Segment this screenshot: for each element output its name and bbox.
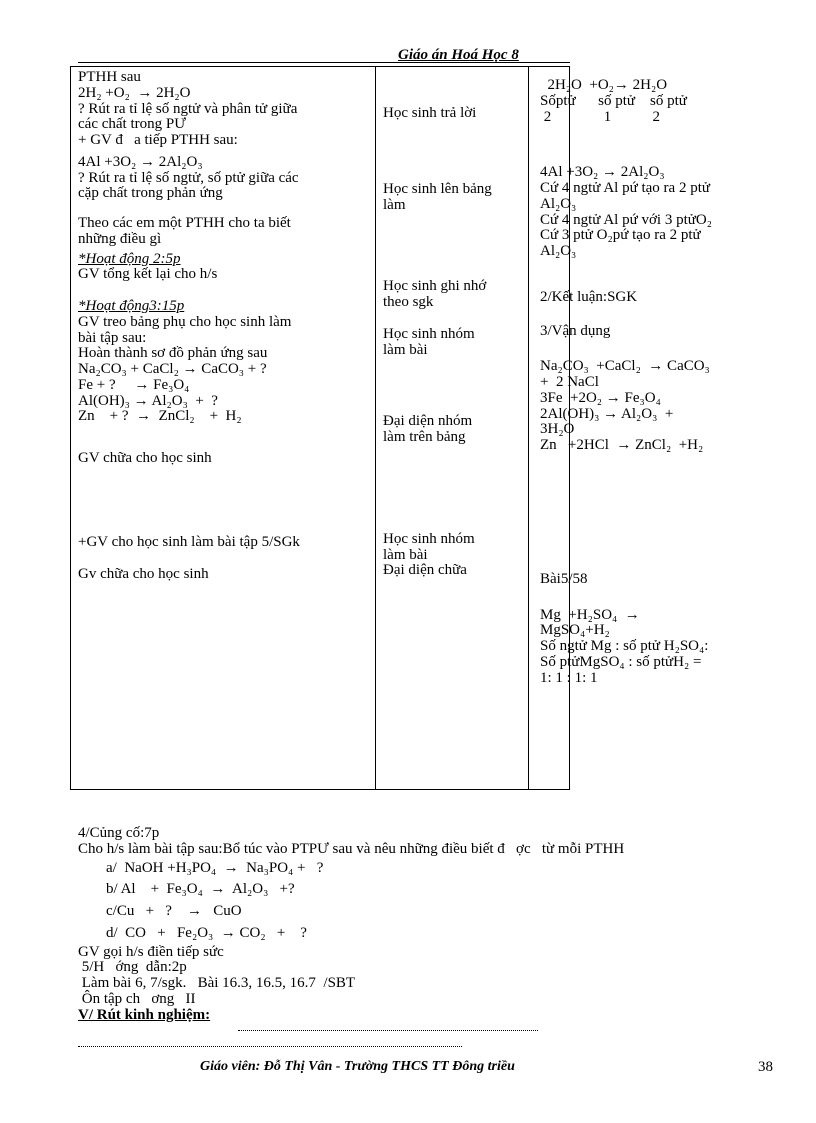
- teacher-text-line: GV treo bảng phụ cho học sinh làm: [78, 313, 292, 330]
- teacher-text-line: 2H₂ +O₂ → 2H₂O: [78, 84, 191, 101]
- teacher-text-line: ? Rút ra tỉ lệ số ngtử và phân tử giữa: [78, 100, 298, 117]
- content-text-block: [540, 78, 780, 125]
- student-text-line: Đại diện nhóm: [383, 413, 473, 430]
- bottom-text-line: 4/Củng cố:7p: [78, 825, 160, 841]
- student-text-line: theo sgk: [383, 294, 434, 310]
- teacher-text-line: 4Al +3O₂ → 2Al₂O₃: [78, 153, 203, 170]
- teacher-text-line: ? Rút ra tỉ lệ số ngtử, số ptử giữa các: [78, 169, 299, 186]
- teacher-text-block: [78, 70, 373, 149]
- teacher-text-block: [78, 267, 373, 283]
- content-text-line: 3Fe +2O₂ → Fe₃O₄: [540, 389, 661, 406]
- teacher-text-line: PTHH sau: [78, 69, 141, 85]
- student-text-line: Học sinh ghi nhớ: [383, 278, 487, 295]
- activity-3-heading: *Hoạt động3:15p: [78, 298, 185, 314]
- student-text-line: Học sinh nhóm: [383, 530, 475, 547]
- content-text-line: 3H₂O: [540, 421, 575, 438]
- bottom-text-line: GV gọi h/s điền tiếp sức: [78, 943, 224, 960]
- apply-label: 3/Vận dụng: [540, 322, 611, 339]
- teacher-text-line: Na₂CO₃ + CaCl₂ → CaCO₃ + ?: [78, 361, 267, 377]
- content-text-line: Cứ 3 ptử O₂pứ tạo ra 2 ptử: [540, 227, 701, 244]
- student-text-block: [383, 279, 525, 311]
- content-text-block: [540, 165, 780, 260]
- content-text-block: [540, 608, 780, 687]
- footer-author: Giáo viên: Đỗ Thị Vân - Trường THCS TT Đông triều: [200, 1059, 515, 1074]
- teacher-text-line: những điều gì: [78, 230, 162, 247]
- content-text-line: MgSO₄+H₂: [540, 622, 610, 639]
- exercise-item-line: b/ Al + Fe₃O₄ → Al₂O₃ +?: [106, 881, 295, 898]
- teacher-text-line: cặp chất trong phản ứng: [78, 185, 223, 202]
- teacher-activity-column: [78, 70, 373, 582]
- student-text-line: làm trên bảng: [383, 429, 466, 445]
- exercise-item-block: [78, 858, 778, 945]
- content-text-line: 1: 1 : 1: 1: [540, 669, 598, 686]
- content-text-line: 2H₂O +O₂→ 2H₂O: [540, 77, 668, 93]
- content-text-line: Al₂O₃: [540, 195, 577, 212]
- teacher-corrects-2: Gv chữa cho học sinh: [78, 565, 209, 582]
- teacher-text-line: + GV đ a tiếp PTHH sau:: [78, 132, 238, 148]
- student-text-block: [383, 327, 525, 359]
- student-text-line: làm bài: [383, 341, 428, 358]
- student-text-block: [383, 182, 525, 214]
- teacher-text-line: GV tổng kết lại cho h/s: [78, 266, 218, 283]
- content-text-line: Cứ 4 ngtử Al pứ với 3 ptửO₂: [540, 211, 712, 228]
- exercise-item-line: a/ NaOH +H₃PO₄ → Na₃PO₄ + ?: [106, 859, 324, 876]
- teacher-text-block: [78, 216, 373, 248]
- teacher-text-block: [78, 155, 373, 202]
- content-text-line: 2 1 2: [540, 108, 660, 125]
- teacher-text-line: Hoàn thành sơ đồ phản ứng sau: [78, 345, 268, 362]
- student-activity-column: [383, 106, 525, 579]
- dotted-line-1: [238, 1030, 538, 1031]
- teacher-text-line: các chất trong PƯ: [78, 116, 186, 133]
- content-text-line: Số ngtử Mg : số ptử H₂SO₄:: [540, 638, 709, 654]
- student-text-block: [383, 532, 525, 579]
- bottom-text-line: Cho h/s làm bài tập sau:Bổ túc vào PTPƯ sau và nêu những điều biết đ ợc từ mỗi PTHH: [78, 840, 625, 857]
- bottom-text-block: [78, 945, 778, 1008]
- teacher-text-line: Fe + ? → Fe₃O₄: [78, 376, 190, 393]
- teacher-text-block: [78, 315, 373, 425]
- student-text-block: [383, 414, 525, 446]
- content-text-line: Zn +2HCl → ZnCl₂ +H₂: [540, 437, 704, 453]
- content-text-line: + 2 NaCl: [540, 374, 599, 390]
- page-number: 38: [758, 1059, 773, 1075]
- experience-heading: V/ Rút kinh nghiệm:: [78, 1006, 211, 1023]
- content-text-line: Al₂O₃: [540, 243, 577, 259]
- table-divider-1: [375, 66, 376, 790]
- student-text-line: Đại diện chữa: [383, 562, 467, 579]
- content-text-line: Cứ 4 ngtử Al pứ tạo ra 2 ptử: [540, 180, 711, 196]
- activity-2-heading: *Hoạt động 2:5p: [78, 250, 181, 267]
- exercise-item-line: d/ CO + Fe₂O₃ → CO₂ + ?: [106, 924, 307, 941]
- content-text-line: Sốptử số ptử số ptử: [540, 92, 687, 109]
- content-text-block: [540, 359, 780, 454]
- bottom-text-block: [78, 826, 778, 858]
- student-text-line: Học sinh trả lời: [383, 105, 477, 121]
- bottom-text-line: Làm bài 6, 7/sgk. Bài 16.3, 16.5, 16.7 /SBT: [78, 975, 356, 991]
- teacher-corrects-1: GV chữa cho học sinh: [78, 450, 212, 466]
- teacher-text-line: Zn + ? → ZnCl₂ + H₂: [78, 408, 242, 425]
- dotted-line-2: [78, 1046, 462, 1047]
- teacher-text-line: Theo các em một PTHH cho ta biết: [78, 215, 291, 231]
- content-text-line: Na₂CO₃ +CaCl₂ → CaCO₃: [540, 358, 710, 375]
- content-text-line: 2Al(OH)₃ → Al₂O₃ +: [540, 405, 674, 422]
- content-text-line: Số ptửMgSO₄ : số ptửH₂ =: [540, 653, 702, 670]
- exercise-item-line: c/Cu + ? → CuO: [106, 903, 242, 919]
- header-rule: [78, 62, 570, 63]
- student-text-line: Học sinh nhóm: [383, 325, 475, 342]
- content-column: [540, 78, 780, 686]
- bottom-text-line: Ôn tập ch ơng II: [78, 990, 196, 1007]
- content-text-line: 4Al +3O₂ → 2Al₂O₃: [540, 164, 665, 181]
- student-text-line: Học sinh lên bảng: [383, 180, 492, 197]
- exercise-5-label: Bài5/58: [540, 570, 588, 587]
- student-text-line: làm: [383, 196, 406, 213]
- header-title: Giáo án Hoá Học 8: [398, 47, 519, 63]
- teacher-text-line: bài tập sau:: [78, 329, 147, 346]
- bottom-text-line: 5/H ớng dẫn:2p: [78, 959, 187, 976]
- content-text-line: Mg +H₂SO₄ →: [540, 606, 640, 623]
- table-divider-2: [528, 66, 529, 790]
- conclusion-label: 2/Kết luận:SGK: [540, 288, 638, 305]
- teacher-assigns-ex5: +GV cho học sinh làm bài tập 5/SGk: [78, 533, 300, 550]
- student-text-block: [383, 106, 525, 122]
- teacher-text-line: Al(OH)₃ → Al₂O₃ + ?: [78, 392, 218, 409]
- consolidation-section: [78, 826, 778, 1023]
- student-text-line: làm bài: [383, 546, 428, 563]
